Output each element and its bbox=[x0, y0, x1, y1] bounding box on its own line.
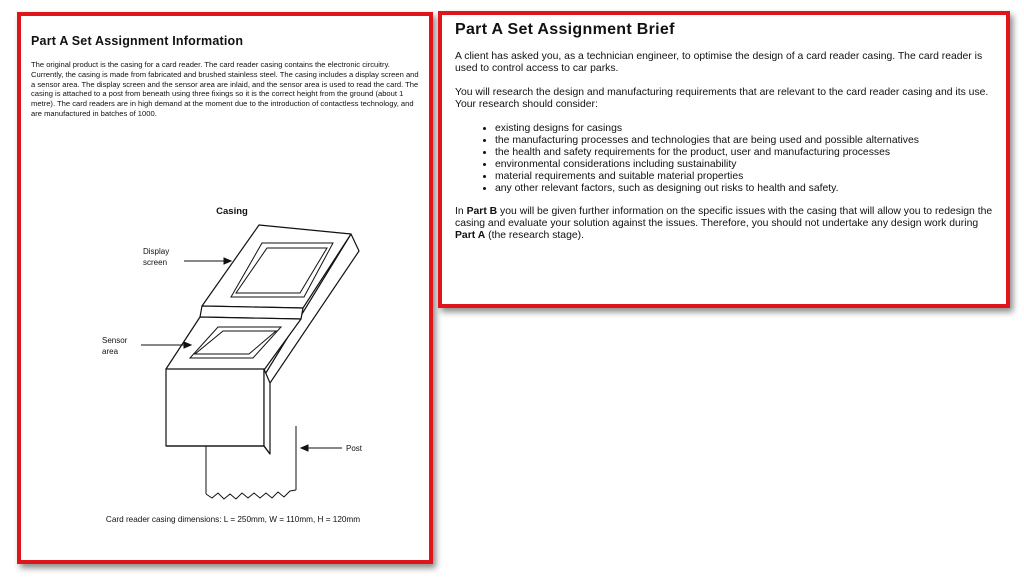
post-arrow bbox=[301, 445, 342, 451]
display-label-line1: Display bbox=[143, 247, 170, 256]
display-arrow bbox=[184, 258, 231, 264]
sensor-label-line1: Sensor bbox=[102, 336, 128, 345]
list-item: • environmental considerations including sustainability bbox=[495, 159, 993, 171]
brief-paragraph-1: A client has asked you, as a technician engineer, to optimise the design of a card reader casing. The card reader is used to control access to car parks. bbox=[455, 51, 983, 75]
sensor-label-line2: area bbox=[102, 347, 119, 356]
brief-paragraph-2: You will research the design and manufacturing requirements that are relevant to the card reader casing and its use. Your research should consider: bbox=[455, 86, 989, 111]
list-item: • the health and safety requirements for the product, user and manufacturing processes bbox=[495, 147, 993, 159]
figure-title: Casing bbox=[216, 206, 248, 217]
post-label: Post bbox=[346, 444, 363, 453]
list-item: • material requirements and suitable material properties bbox=[495, 171, 993, 183]
information-title: Part A Set Assignment Information bbox=[31, 34, 244, 48]
list-item: • existing designs for casings bbox=[495, 123, 993, 135]
para3-text-a: In bbox=[455, 205, 467, 217]
list-item: • any other relevant factors, such as designing out risks to health and safety. bbox=[495, 183, 993, 195]
assignment-information-panel bbox=[17, 12, 433, 564]
para3-text-e: (the research stage). bbox=[485, 230, 584, 242]
para3-text-c: you will be given further information on the specific issues with the casing that will allow you to redesign the casing and evaluate your solution against the issues. Therefore, you should not undertake any design work during bbox=[455, 205, 993, 230]
brief-title: Part A Set Assignment Brief bbox=[455, 21, 675, 38]
figure-caption: Card reader casing dimensions: L = 250mm, W = 110mm, H = 120mm bbox=[105, 515, 361, 524]
list-item: • the manufacturing processes and technologies that are being used and possible alternatives bbox=[495, 135, 993, 147]
part-a-emphasis: Part A bbox=[455, 230, 486, 242]
sensor-arrow bbox=[141, 342, 191, 348]
casing-diagram bbox=[81, 186, 381, 536]
display-label-line2: screen bbox=[143, 258, 168, 267]
assignment-brief-panel bbox=[438, 11, 1010, 308]
information-body: The original product is the casing for a card reader. The card reader casing contains the electronic circuitry. Currently, the casing is made from fabricated and brushed stainless steel. The casing includes a display screen and a sensor area. The display screen and the sensor area are inlaid, and the sensor area is used to read the card. The casing is attached to a post from beneath using three fixings so it is the correct height from the ground (about 1 metre). The card readers are in high demand at the moment due to the introduction of contactless technology, and are manufactured in batches of 1000. bbox=[31, 60, 419, 118]
brief-paragraph-3 bbox=[455, 206, 993, 243]
research-considerations-list bbox=[455, 123, 993, 195]
part-b-emphasis: Part B bbox=[466, 205, 498, 217]
